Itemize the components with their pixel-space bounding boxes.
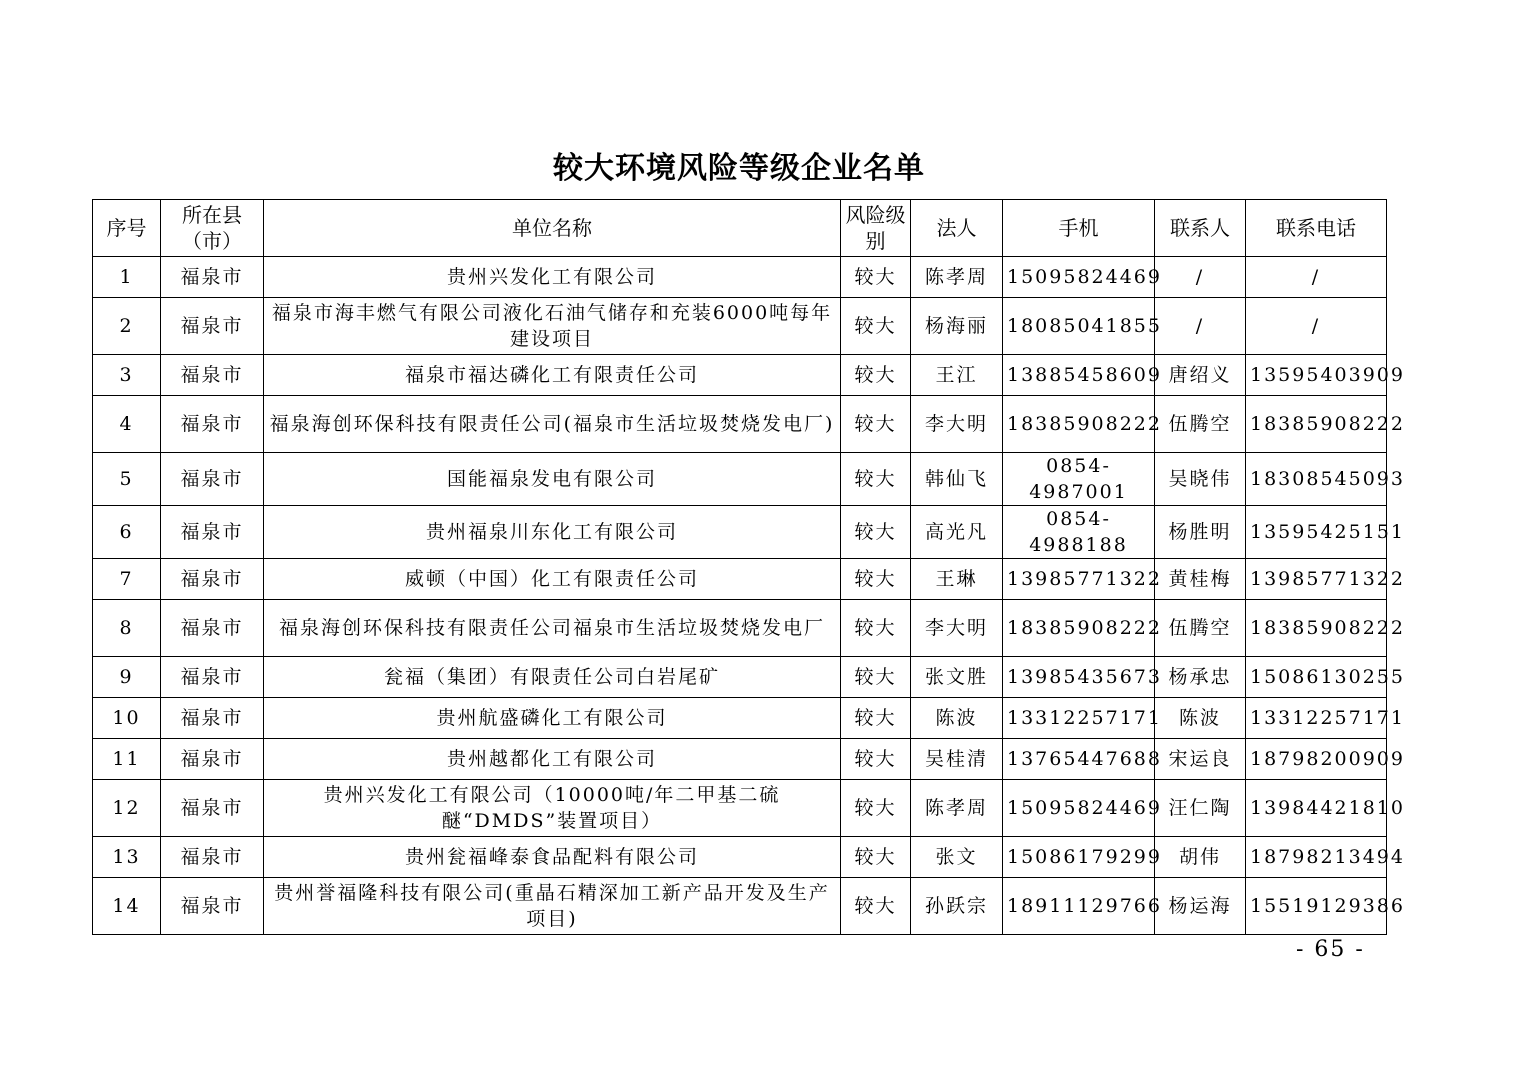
cell-company: 贵州瓮福峰泰食品配料有限公司 [264,837,841,878]
cell-contact: 黄桂梅 [1155,559,1246,600]
cell-seq: 6 [93,506,161,559]
cell-legal: 陈孝周 [911,257,1003,298]
cell-county: 福泉市 [161,396,264,453]
cell-mobile: 15086179299 [1003,837,1155,878]
cell-company: 威顿（中国）化工有限责任公司 [264,559,841,600]
cell-risk: 较大 [841,257,911,298]
header-seq: 序号 [93,200,161,257]
cell-legal: 高光凡 [911,506,1003,559]
cell-risk: 较大 [841,878,911,935]
cell-contact: 唐绍义 [1155,355,1246,396]
cell-contact: 宋运良 [1155,739,1246,780]
cell-seq: 12 [93,780,161,837]
cell-legal: 王江 [911,355,1003,396]
page-title: 较大环境风险等级企业名单 [553,151,925,186]
cell-legal: 韩仙飞 [911,453,1003,506]
page-number: - 65 - [1296,937,1365,962]
cell-phone: 13985771322 [1246,559,1387,600]
cell-mobile: 18385908222 [1003,600,1155,657]
cell-phone: 18385908222 [1246,396,1387,453]
header-company: 单位名称 [264,200,841,257]
cell-seq: 13 [93,837,161,878]
cell-phone: / [1246,257,1387,298]
table-row [93,257,1387,298]
cell-risk: 较大 [841,298,911,355]
cell-contact: 汪仁陶 [1155,780,1246,837]
cell-risk: 较大 [841,780,911,837]
cell-seq: 11 [93,739,161,780]
table-row [93,559,1387,600]
cell-county: 福泉市 [161,559,264,600]
cell-risk: 较大 [841,698,911,739]
table-row [93,698,1387,739]
cell-legal: 李大明 [911,396,1003,453]
table-row [93,657,1387,698]
cell-risk: 较大 [841,600,911,657]
header-risk: 风险级别 [841,200,911,257]
cell-seq: 7 [93,559,161,600]
table-row [93,739,1387,780]
cell-legal: 张文 [911,837,1003,878]
table-row [93,780,1387,837]
table-row [93,396,1387,453]
table-row [93,355,1387,396]
cell-phone: 18798213494 [1246,837,1387,878]
cell-legal: 王琳 [911,559,1003,600]
cell-legal: 李大明 [911,600,1003,657]
cell-county: 福泉市 [161,780,264,837]
cell-company: 贵州兴发化工有限公司（10000吨/年二甲基二硫醚“DMDS”装置项目） [264,780,841,837]
cell-legal: 陈孝周 [911,780,1003,837]
cell-contact: 伍腾空 [1155,600,1246,657]
cell-mobile: 13985435673 [1003,657,1155,698]
cell-risk: 较大 [841,657,911,698]
cell-company: 瓮福（集团）有限责任公司白岩尾矿 [264,657,841,698]
cell-company: 福泉海创环保科技有限责任公司福泉市生活垃圾焚烧发电厂 [264,600,841,657]
cell-phone: 15519129386 [1246,878,1387,935]
cell-legal: 孙跃宗 [911,878,1003,935]
cell-risk: 较大 [841,396,911,453]
cell-county: 福泉市 [161,355,264,396]
cell-phone: 18308545093 [1246,453,1387,506]
header-county: 所在县（市） [161,200,264,257]
header-mobile: 手机 [1003,200,1155,257]
cell-mobile: 15095824469 [1003,780,1155,837]
cell-company: 福泉市福达磷化工有限责任公司 [264,355,841,396]
cell-seq: 14 [93,878,161,935]
cell-company: 国能福泉发电有限公司 [264,453,841,506]
cell-mobile: 13985771322 [1003,559,1155,600]
cell-mobile: 0854-4988188 [1003,506,1155,559]
table-row [93,837,1387,878]
cell-legal: 吴桂清 [911,739,1003,780]
cell-risk: 较大 [841,453,911,506]
cell-contact: 杨运海 [1155,878,1246,935]
cell-phone: 18385908222 [1246,600,1387,657]
table-row [93,453,1387,506]
cell-phone: 13595403909 [1246,355,1387,396]
cell-phone: 13312257171 [1246,698,1387,739]
cell-risk: 较大 [841,506,911,559]
cell-legal: 陈波 [911,698,1003,739]
cell-mobile: 18911129766 [1003,878,1155,935]
cell-risk: 较大 [841,837,911,878]
cell-company: 贵州福泉川东化工有限公司 [264,506,841,559]
cell-company: 贵州航盛磷化工有限公司 [264,698,841,739]
cell-mobile: 13765447688 [1003,739,1155,780]
cell-contact: 伍腾空 [1155,396,1246,453]
cell-risk: 较大 [841,355,911,396]
cell-mobile: 13312257171 [1003,698,1155,739]
cell-contact: 吴晓伟 [1155,453,1246,506]
cell-county: 福泉市 [161,698,264,739]
cell-county: 福泉市 [161,878,264,935]
cell-mobile: 13885458609 [1003,355,1155,396]
cell-phone: 13984421810 [1246,780,1387,837]
cell-company: 贵州兴发化工有限公司 [264,257,841,298]
cell-seq: 2 [93,298,161,355]
cell-legal: 张文胜 [911,657,1003,698]
cell-company: 福泉市海丰燃气有限公司液化石油气储存和充装6000吨每年建设项目 [264,298,841,355]
table-row [93,506,1387,559]
cell-legal: 杨海丽 [911,298,1003,355]
header-contact: 联系人 [1155,200,1246,257]
cell-seq: 9 [93,657,161,698]
cell-company: 贵州越都化工有限公司 [264,739,841,780]
cell-county: 福泉市 [161,600,264,657]
cell-seq: 8 [93,600,161,657]
cell-seq: 3 [93,355,161,396]
cell-county: 福泉市 [161,739,264,780]
enterprise-table [92,199,1405,935]
cell-mobile: 18385908222 [1003,396,1155,453]
cell-seq: 10 [93,698,161,739]
cell-county: 福泉市 [161,298,264,355]
cell-phone: 15086130255 [1246,657,1387,698]
cell-county: 福泉市 [161,453,264,506]
cell-contact: 陈波 [1155,698,1246,739]
table-row [93,298,1387,355]
table-row [93,878,1387,935]
cell-mobile: 0854-4987001 [1003,453,1155,506]
cell-company: 福泉海创环保科技有限责任公司(福泉市生活垃圾焚烧发电厂) [264,396,841,453]
cell-mobile: 15095824469 [1003,257,1155,298]
cell-seq: 5 [93,453,161,506]
cell-county: 福泉市 [161,837,264,878]
cell-county: 福泉市 [161,657,264,698]
cell-seq: 1 [93,257,161,298]
cell-company: 贵州誉福隆科技有限公司(重晶石精深加工新产品开发及生产项目) [264,878,841,935]
cell-phone: 18798200909 [1246,739,1387,780]
cell-phone: 13595425151 [1246,506,1387,559]
cell-contact: / [1155,257,1246,298]
cell-contact: 杨胜明 [1155,506,1246,559]
cell-county: 福泉市 [161,506,264,559]
cell-seq: 4 [93,396,161,453]
cell-contact: 胡伟 [1155,837,1246,878]
cell-risk: 较大 [841,739,911,780]
header-legal: 法人 [911,200,1003,257]
cell-phone: / [1246,298,1387,355]
table-header-row [93,200,1387,257]
cell-county: 福泉市 [161,257,264,298]
cell-contact: / [1155,298,1246,355]
header-phone: 联系电话 [1246,200,1387,257]
cell-mobile: 18085041855 [1003,298,1155,355]
cell-contact: 杨承忠 [1155,657,1246,698]
table-row [93,600,1387,657]
cell-risk: 较大 [841,559,911,600]
